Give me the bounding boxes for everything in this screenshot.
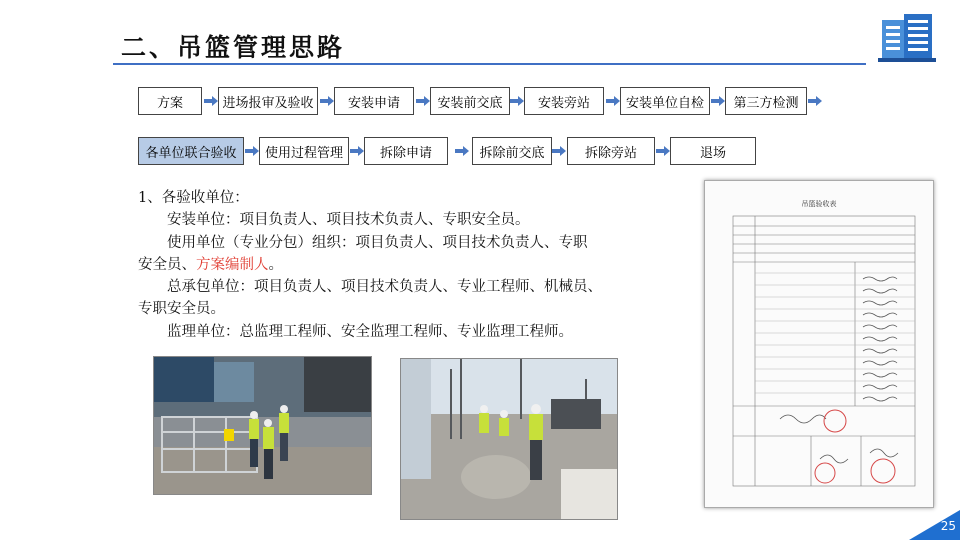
flow-step-install-supervision: 安装旁站	[524, 87, 604, 115]
arrow-right-icon	[204, 96, 218, 106]
use-unit-line-a: 使用单位（专业分包）组织：项目负责人、项目技术负责人、专职	[167, 234, 588, 251]
arrow-right-icon	[350, 146, 364, 156]
flow-step-entry-review: 进场报审及验收	[218, 87, 318, 115]
supervision-unit-line: 监理单位：总监理工程师、安全监理工程师、专业监理工程师。	[167, 323, 573, 340]
flow-step-self-inspection: 安装单位自检	[620, 87, 710, 115]
arrow-right-icon	[552, 146, 566, 156]
page-number: 25	[940, 519, 956, 533]
arrow-right-icon	[711, 96, 725, 106]
section-heading: 1、各验收单位：	[138, 190, 249, 206]
acceptance-units-text	[138, 187, 703, 343]
use-unit-line-b	[138, 254, 703, 276]
arrow-right-icon	[320, 96, 334, 106]
flow-step-removal-supervision: 拆除旁站	[567, 137, 655, 165]
arrow-right-icon	[245, 146, 259, 156]
form-title: 吊篮验收表	[801, 200, 837, 208]
arrow-right-icon	[808, 96, 822, 106]
arrow-right-icon	[656, 146, 670, 156]
flow-step-joint-acceptance: 各单位联合验收	[138, 137, 244, 165]
arrow-right-icon	[606, 96, 620, 106]
arrow-right-icon	[455, 146, 469, 156]
use-unit-end: 。	[268, 256, 283, 273]
flow-step-pre-removal-briefing: 拆除前交底	[472, 137, 552, 165]
form-table-graphic	[705, 181, 933, 507]
install-unit-line: 安装单位：项目负责人、项目技术负责人、专职安全员。	[167, 212, 530, 229]
building-logo-icon	[878, 12, 936, 62]
flow-step-install-application: 安装申请	[334, 87, 414, 115]
plan-author-highlight: 方案编制人	[196, 256, 269, 273]
general-contractor-line-b: 专职安全员。	[138, 301, 225, 318]
site-photo-left	[153, 356, 372, 495]
title-underline	[113, 63, 866, 65]
site-photo-right	[400, 358, 618, 520]
flow-step-usage-management: 使用过程管理	[259, 137, 349, 165]
acceptance-form-image	[704, 180, 934, 508]
arrow-right-icon	[510, 96, 524, 106]
general-contractor-line-a: 总承包单位：项目负责人、项目技术负责人、专业工程师、机械员、	[167, 279, 602, 296]
flow-step-removal-application: 拆除申请	[364, 137, 448, 165]
flow-step-plan: 方案	[138, 87, 202, 115]
flow-step-exit: 退场	[670, 137, 756, 165]
flow-step-pre-install-briefing: 安装前交底	[430, 87, 510, 115]
arrow-right-icon	[416, 96, 430, 106]
use-unit-text: 安全员、	[138, 256, 196, 273]
flow-step-third-party-test: 第三方检测	[725, 87, 807, 115]
page-title: 二、吊篮管理思路	[121, 33, 346, 62]
